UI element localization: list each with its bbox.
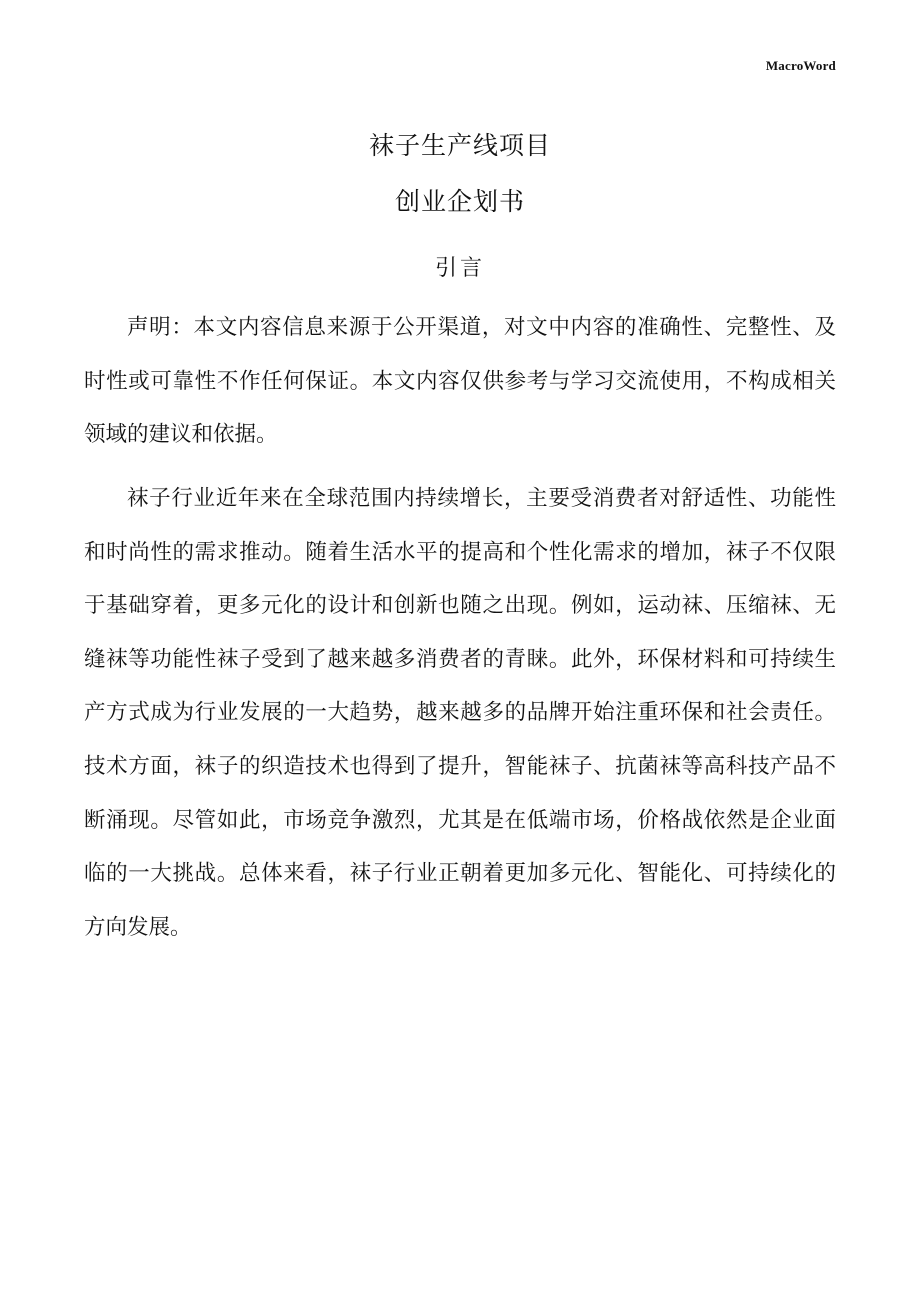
intro-paragraph: 袜子行业近年来在全球范围内持续增长，主要受消费者对舒适性、功能性和时尚性的需求推动。随着生活水平的提高和个性化需求的增加，袜子不仅限于基础穿着，更多元化的设计和创新也随之出现。例如，运动袜、压缩袜、无缝袜等功能性袜子受到了越来越多消费者的青睐。此外，环保材料和可持续生产方式成为行业发展的一大趋势，越来越多的品牌开始注重环保和社会责任。技术方面，袜子的织造技术也得到了提升，智能袜子、抗菌袜等高科技产品不断涌现。尽管如此，市场竞争激烈，尤其是在低端市场，价格战依然是企业面临的一大挑战。总体来看，袜子行业正朝着更加多元化、智能化、可持续化的方向发展。	[84, 486, 836, 940]
document-title	[0, 118, 920, 230]
section-heading: 引言	[434, 256, 485, 281]
header-brand: MacroWord	[765, 58, 836, 73]
disclaimer-paragraph: 声明：本文内容信息来源于公开渠道，对文中内容的准确性、完整性、及时性或可靠性不作任何保证。本文内容仅供参考与学习交流使用，不构成相关领域的建议和依据。	[84, 315, 836, 448]
title-line-2: 创业企划书	[394, 187, 525, 216]
title-line-1: 袜子生产线项目	[368, 131, 551, 160]
